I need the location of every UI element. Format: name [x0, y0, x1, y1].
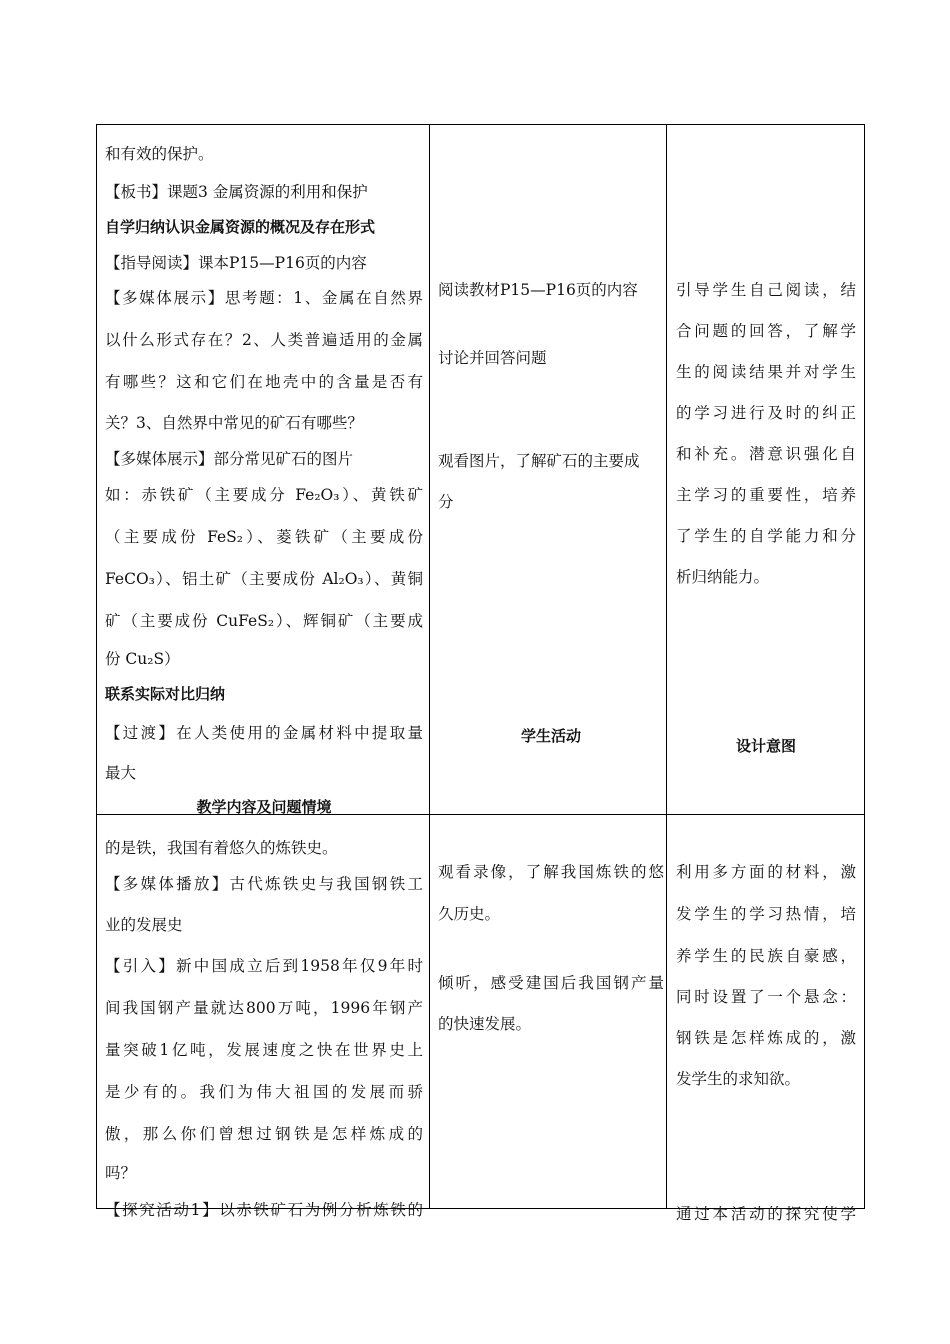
intent-line: 养学生的民族自豪感， — [676, 946, 856, 965]
intent-line: 和补充。潜意识强化自 — [676, 444, 856, 463]
content-line: 傲，那么你们曾想过钢铁是怎样炼成的 — [105, 1124, 423, 1143]
intent-line: 主学习的重要性，培养 — [676, 485, 856, 504]
activity-line: 阅读教材P15—P16页的内容 — [438, 280, 638, 299]
intent-line: 同时设置了一个悬念： — [676, 987, 856, 1006]
content-line: 【引入】新中国成立后到1958年仅9年时 — [105, 956, 423, 975]
section-heading: 联系实际对比归纳 — [105, 685, 226, 703]
section-heading: 自学归纳认识金属资源的概况及存在形式 — [105, 218, 376, 236]
content-line: 【探究活动1】以赤铁矿石为例分析炼铁的 — [105, 1200, 423, 1219]
content-line: 的是铁，我国有着悠久的炼铁史。 — [105, 838, 338, 857]
activity-line: 观看图片，了解矿石的主要成 — [438, 451, 640, 470]
activity-line: 分 — [438, 492, 454, 511]
content-line: 如：赤铁矿（主要成分 Fe₂O₃）、黄铁矿 — [105, 485, 423, 504]
intent-line: 的学习进行及时的纠正 — [676, 403, 856, 422]
content-line: 【多媒体展示】部分常见矿石的图片 — [105, 449, 354, 468]
content-line: 【多媒体播放】古代炼铁史与我国钢铁工 — [105, 874, 423, 893]
intent-line: 通过本活动的探究使学 — [676, 1204, 856, 1223]
intent-line: 析归纳能力。 — [676, 567, 770, 586]
activity-line: 的快速发展。 — [438, 1014, 532, 1033]
activity-line: 讨论并回答问题 — [438, 348, 547, 367]
column-divider-2 — [666, 124, 667, 1209]
intent-line: 利用多方面的材料，激 — [676, 862, 856, 881]
intent-line: 合问题的回答，了解学 — [676, 321, 856, 340]
column-header-intent: 设计意图 — [735, 737, 796, 755]
content-line: 关？3、自然界中常见的矿石有哪些？ — [105, 413, 363, 432]
content-line: 【过渡】在人类使用的金属材料中提取量 — [105, 723, 423, 742]
activity-line: 倾听，感受建国后我国钢产量 — [438, 973, 664, 992]
content-line: 以什么形式存在？2、人类普遍适用的金属 — [105, 330, 423, 349]
table-border-left — [96, 124, 97, 1209]
intent-line: 引导学生自己阅读，结 — [676, 280, 856, 299]
content-line: 量突破1亿吨，发展速度之快在世界史上 — [105, 1040, 423, 1059]
intent-line: 了学生的自学能力和分 — [676, 526, 856, 545]
activity-line: 观看录像，了解我国炼铁的悠 — [438, 862, 664, 881]
content-line: 【板书】课题3 金属资源的利用和保护 — [105, 182, 368, 201]
lesson-plan-table — [96, 124, 865, 1223]
activity-line: 久历史。 — [438, 904, 501, 923]
intent-line: 发学生的求知欲。 — [676, 1069, 801, 1088]
column-header-content: 教学内容及问题情境 — [196, 798, 332, 816]
content-line: （主要成份 FeS₂）、菱铁矿（主要成份 — [105, 527, 423, 546]
content-line: 和有效的保护。 — [105, 144, 214, 163]
intent-line: 生的阅读结果并对学生 — [676, 362, 856, 381]
table-border-top — [96, 124, 865, 125]
content-line: FeCO₃）、铝土矿（主要成份 Al₂O₃）、黄铜 — [105, 569, 423, 588]
column-divider-1 — [429, 124, 430, 1209]
content-line: 最大 — [105, 763, 137, 782]
content-line: 吗？ — [105, 1163, 137, 1182]
content-line: 【指导阅读】课本P15—P16页的内容 — [105, 253, 367, 272]
column-header-activity: 学生活动 — [520, 727, 581, 745]
content-line: 间我国钢产量就达800万吨，1996年钢产 — [105, 998, 423, 1017]
content-line: 是少有的。我们为伟大祖国的发展而骄 — [105, 1082, 423, 1101]
content-line: 业的发展史 — [105, 915, 183, 934]
content-line: 份 Cu₂S） — [105, 649, 180, 668]
table-border-right — [864, 124, 865, 1209]
content-line: 【多媒体展示】思考题：1、金属在自然界 — [105, 288, 423, 307]
intent-line: 钢铁是怎样炼成的，激 — [676, 1028, 856, 1047]
content-line: 有哪些？这和它们在地壳中的含量是否有 — [105, 372, 423, 391]
content-line: 矿（主要成份 CuFeS₂）、辉铜矿（主要成 — [105, 611, 423, 630]
intent-line: 发学生的学习热情，培 — [676, 904, 856, 923]
